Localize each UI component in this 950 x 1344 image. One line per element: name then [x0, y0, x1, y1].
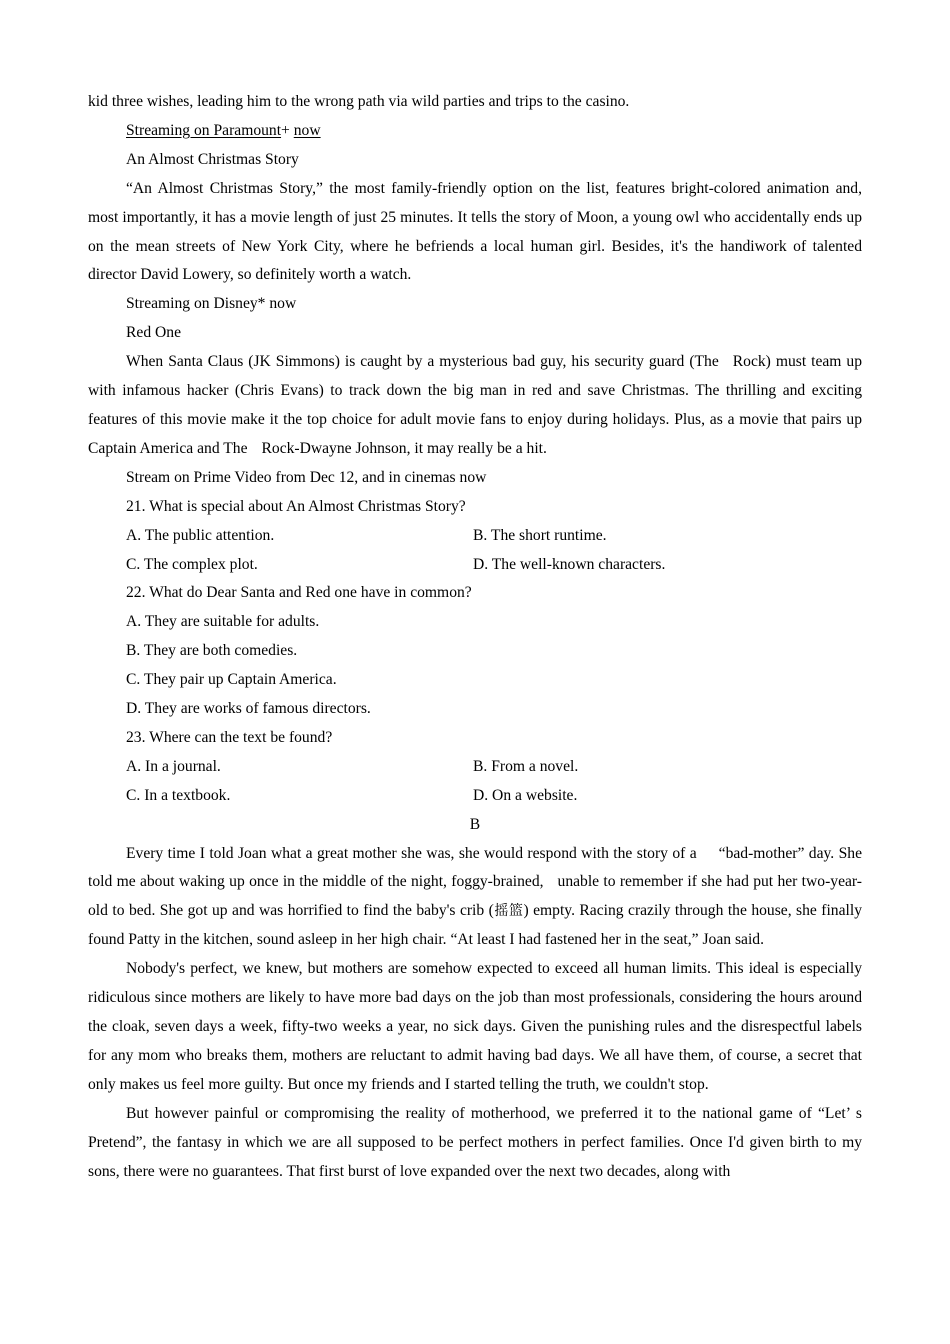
- paragraph-red-one-part3: Rock-Dwayne Johnson, it may really be a hit.: [261, 439, 547, 457]
- option-22-b[interactable]: B. They are both comedies.: [126, 642, 298, 660]
- question-21-options-row-2: [88, 551, 862, 580]
- option-21-a[interactable]: A. The public attention.: [126, 526, 275, 544]
- question-23-options-row-2: [88, 782, 862, 811]
- sb-p1-part-c: unable to remember if she had put her two-year-old to bed. She got up and was horrified to find the baby's crib (: [88, 873, 862, 920]
- paragraph-red-one-part1: When Santa Claus (JK Simmons) is caught by a mysterious bad guy, his security guard (The: [126, 353, 719, 371]
- option-22-a[interactable]: A. They are suitable for adults.: [126, 613, 320, 631]
- section-b-heading: B: [469, 815, 481, 833]
- option-23-b[interactable]: B. From a novel.: [473, 757, 579, 775]
- sb-p1-part-d: ) empty. Racing crazily through the house, she finally found Patty in the kitchen, sound asleep in her high chair. “At least I had fastened her in the seat,” Joan said.: [88, 902, 866, 949]
- question-23-text: 23. Where can the text be found?: [126, 728, 333, 746]
- chinese-gloss-cradle: 摇篮: [493, 903, 524, 920]
- question-21-options-row-1: [88, 522, 862, 551]
- streaming-prime-line: Stream on Prime Video from Dec 12, and in cinemas now: [126, 468, 487, 486]
- paragraph-red-one-part2: Rock) must team up with infamous hacker (Chris Evans) to track down the big man in red and save Christmas. The thrilling and exciting features of this movie make it the top choice for adult movie fans to enjoy during holidays. Plus, as a movie that pairs up Captain America and The: [88, 353, 866, 457]
- page-content: [88, 88, 866, 1186]
- streaming-paramount-part2: now: [293, 121, 321, 139]
- option-21-b[interactable]: B. The short runtime.: [473, 526, 607, 544]
- question-22-text: 22. What do Dear Santa and Red one have in common?: [126, 584, 472, 602]
- question-23-options-row-1: [88, 753, 862, 782]
- section-b-paragraph-3: [88, 1100, 866, 1187]
- streaming-paramount-part1: Streaming on Paramount: [126, 121, 282, 139]
- option-22-d[interactable]: D. They are works of famous directors.: [126, 700, 371, 718]
- paragraph-continued: kid three wishes, leading him to the wrong path via wild parties and trips to the casino.: [88, 93, 630, 110]
- option-23-d[interactable]: D. On a website.: [473, 786, 578, 804]
- sb-p1-quote: “bad-mother”: [718, 844, 805, 862]
- option-21-c[interactable]: C. The complex plot.: [126, 555, 258, 573]
- sb-p1-part-a: Every time I told Joan what a great mother she was, she would respond with the story of a: [126, 844, 697, 862]
- question-21-text: 21. What is special about An Almost Christmas Story?: [126, 497, 466, 515]
- option-22-c[interactable]: C. They pair up Captain America.: [126, 671, 337, 689]
- sb-p1-part-b: day. She told me about waking up once in the middle of the night, foggy-brained,: [88, 844, 866, 891]
- paragraph-an-almost-christmas-story: “An Almost Christmas Story,” the most family-friendly option on the list, features bright-colored animation and, most importantly, it has a movie length of just 25 minutes. It tells the story of Moon, a young owl who accidentally ends up on the mean streets of New York City, where he befriends a local human girl. Besides, it's the handiwork of talented director David Lowery, so definitely worth a watch.: [88, 179, 866, 284]
- section-b-paragraph-1: [88, 840, 866, 956]
- movie-title-red-one: Red One: [126, 324, 181, 342]
- streaming-disney-line: Streaming on Disney* now: [126, 295, 297, 313]
- streaming-paramount-line: [88, 117, 862, 146]
- paragraph-red-one: [88, 348, 866, 464]
- sb-p3-part-a: But however painful or compromising the reality of motherhood, we preferred it to the national game of: [126, 1104, 812, 1122]
- sb-p3-part-b: “Let’ s Pretend”, the fantasy in which we are all supposed to be perfect mothers in perfect families. Once I'd given birth to my sons, there were no guarantees. That first burst of love expanded over the next two decades, along with: [88, 1104, 866, 1180]
- movie-title-an-almost-christmas-story: An Almost Christmas Story: [126, 150, 299, 168]
- section-b-paragraph-2: Nobody's perfect, we knew, but mothers are somehow expected to exceed all human limits. This ideal is especially ridiculous since mothers are likely to have more bad days on the job than most professionals, considering the hours around the cloak, seven days a week, fifty-two weeks a year, no sick days. Given the punishing rules and the disrespectful labels for any mom who breaks them, mothers are reluctant to admit having bad days. We all have them, of course, a secret that only makes us feel more guilty. But once my friends and I started telling the truth, we couldn't stop.: [88, 960, 866, 1093]
- streaming-paramount-plus: +: [281, 121, 290, 139]
- option-23-a[interactable]: A. In a journal.: [126, 757, 221, 775]
- option-23-c[interactable]: C. In a textbook.: [126, 786, 231, 804]
- option-21-d[interactable]: D. The well-known characters.: [473, 555, 666, 573]
